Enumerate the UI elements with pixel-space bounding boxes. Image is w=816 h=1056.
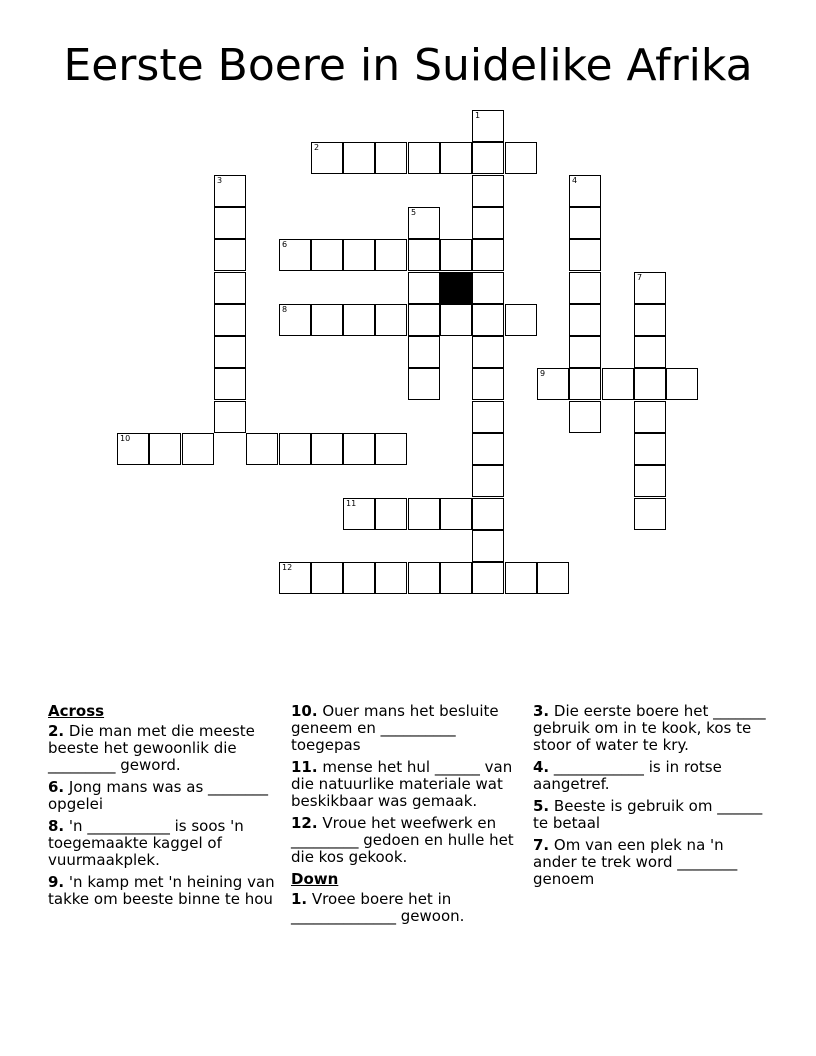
- grid-cell[interactable]: [634, 304, 666, 336]
- grid-cell[interactable]: [343, 239, 375, 271]
- grid-cell[interactable]: [149, 433, 181, 465]
- grid-cell[interactable]: [408, 498, 440, 530]
- grid-cell[interactable]: [569, 272, 601, 304]
- clue: [533, 798, 769, 832]
- clue-number: 4: [572, 176, 578, 185]
- clue-number: 1: [475, 111, 481, 120]
- grid-cell[interactable]: [569, 207, 601, 239]
- grid-cell[interactable]: [440, 562, 472, 594]
- grid-cell[interactable]: [472, 498, 504, 530]
- grid-cell[interactable]: [569, 336, 601, 368]
- grid-cell[interactable]: [472, 465, 504, 497]
- clue-number: 7.: [533, 836, 550, 854]
- grid-cell[interactable]: [375, 433, 407, 465]
- grid-cell[interactable]: [634, 498, 666, 530]
- across-clue-list-continued: [291, 703, 527, 866]
- grid-cell[interactable]: [634, 336, 666, 368]
- grid-cell[interactable]: [117, 433, 149, 465]
- clue: [533, 837, 769, 888]
- grid-cell[interactable]: [311, 239, 343, 271]
- clue-number: 10: [120, 434, 131, 443]
- grid-cell[interactable]: [214, 304, 246, 336]
- clues-column-2: [291, 703, 527, 930]
- grid-cell[interactable]: [472, 304, 504, 336]
- grid-cell[interactable]: [375, 562, 407, 594]
- clue-text: 'n ___________ is soos 'n toegemaakte kaggel of vuurmaakplek.: [48, 817, 244, 869]
- grid-cell[interactable]: [537, 562, 569, 594]
- clue: [291, 891, 527, 925]
- grid-cell[interactable]: [408, 304, 440, 336]
- clue-number: 11: [346, 499, 357, 508]
- clue-number: 9.: [48, 873, 65, 891]
- grid-cell[interactable]: [214, 272, 246, 304]
- clue: [291, 703, 527, 754]
- grid-cell[interactable]: [311, 562, 343, 594]
- clue-number: 6: [282, 240, 288, 249]
- grid-cell[interactable]: [214, 239, 246, 271]
- clues-column-1: [48, 703, 284, 913]
- clue-number: 2.: [48, 722, 65, 740]
- clue: [533, 703, 769, 754]
- grid-cell[interactable]: [472, 207, 504, 239]
- grid-cell[interactable]: [666, 368, 698, 400]
- grid-cell[interactable]: [246, 433, 278, 465]
- grid-cell[interactable]: [440, 498, 472, 530]
- grid-cell[interactable]: [472, 142, 504, 174]
- clue-number: 3.: [533, 702, 550, 720]
- clue: [291, 815, 527, 866]
- clue-text: 'n kamp met 'n heining van takke om beeste binne te hou: [48, 873, 275, 908]
- grid-cell[interactable]: [279, 304, 311, 336]
- grid-cell[interactable]: [408, 336, 440, 368]
- grid-cell[interactable]: [634, 433, 666, 465]
- clue-number: 11.: [291, 758, 318, 776]
- clue-number: 8.: [48, 817, 65, 835]
- clue-number: 4.: [533, 758, 550, 776]
- grid-cell[interactable]: [472, 272, 504, 304]
- clue: [533, 759, 769, 793]
- grid-cell[interactable]: [214, 401, 246, 433]
- grid-cell[interactable]: [343, 562, 375, 594]
- grid-cell[interactable]: [634, 368, 666, 400]
- clue-number: 7: [637, 273, 643, 282]
- across-clue-list: [48, 723, 284, 908]
- down-clue-list-continued: [533, 703, 769, 888]
- clue-text: ____________ is in rotse aangetref.: [533, 758, 722, 793]
- grid-cell[interactable]: [440, 239, 472, 271]
- clue: [48, 818, 284, 869]
- grid-cell[interactable]: [343, 142, 375, 174]
- down-heading: Down: [291, 870, 339, 888]
- clue-number: 5: [411, 208, 417, 217]
- grid-cell[interactable]: [408, 368, 440, 400]
- clue-text: Die eerste boere het _______ gebruik om in te kook, kos te stoor of water te kry.: [533, 702, 766, 754]
- grid-cell[interactable]: [375, 498, 407, 530]
- grid-cell[interactable]: [472, 368, 504, 400]
- grid-cell[interactable]: [182, 433, 214, 465]
- grid-cell[interactable]: [634, 401, 666, 433]
- grid-cell[interactable]: [472, 562, 504, 594]
- grid-cell[interactable]: [569, 175, 601, 207]
- grid-cell[interactable]: [343, 498, 375, 530]
- grid-cell[interactable]: [375, 142, 407, 174]
- clue-text: Om van een plek na 'n ander te trek word ________ genoem: [533, 836, 738, 888]
- clue-number: 5.: [533, 797, 550, 815]
- clue-number: 1.: [291, 890, 308, 908]
- grid-cell[interactable]: [472, 433, 504, 465]
- grid-cell[interactable]: [408, 239, 440, 271]
- clue: [48, 874, 284, 908]
- grid-cell[interactable]: [343, 433, 375, 465]
- grid-cell[interactable]: [472, 530, 504, 562]
- grid-cell[interactable]: [279, 433, 311, 465]
- grid-cell[interactable]: [214, 368, 246, 400]
- clue: [48, 723, 284, 774]
- clue-text: Beeste is gebruik om ______ te betaal: [533, 797, 763, 832]
- clue-text: Die man met die meeste beeste het gewoonlik die _________ geword.: [48, 722, 255, 774]
- grid-cell[interactable]: [408, 562, 440, 594]
- clue-number: 12: [282, 563, 293, 572]
- grid-cell[interactable]: [505, 142, 537, 174]
- grid-cell[interactable]: [343, 304, 375, 336]
- page-title: Eerste Boere in Suidelike Afrika: [63, 40, 753, 91]
- grid-cell[interactable]: [408, 207, 440, 239]
- clue-number: 2: [314, 143, 320, 152]
- grid-cell[interactable]: [311, 433, 343, 465]
- grid-cell[interactable]: [569, 239, 601, 271]
- clue-number: 3: [217, 176, 223, 185]
- clue-text: Ouer mans het besluite geneem en __________ toegepas: [291, 702, 499, 754]
- down-clue-list: [291, 891, 527, 925]
- grid-cell[interactable]: [505, 304, 537, 336]
- clue-number: 8: [282, 305, 288, 314]
- grid-cell[interactable]: [505, 562, 537, 594]
- clue-text: Vroee boere het in ______________ gewoon.: [291, 890, 465, 925]
- grid-cell[interactable]: [537, 368, 569, 400]
- grid-cell[interactable]: [311, 142, 343, 174]
- black-square: [440, 272, 472, 304]
- grid-cell[interactable]: [569, 401, 601, 433]
- grid-cell[interactable]: [634, 272, 666, 304]
- grid-cell[interactable]: [214, 336, 246, 368]
- grid-cell[interactable]: [375, 239, 407, 271]
- grid-cell[interactable]: [440, 142, 472, 174]
- grid-cell[interactable]: [472, 110, 504, 142]
- across-heading: Across: [48, 702, 105, 720]
- clue: [291, 759, 527, 810]
- clues-column-3: [533, 703, 769, 893]
- grid-cell[interactable]: [375, 304, 407, 336]
- clue-number: 12.: [291, 814, 318, 832]
- grid-cell[interactable]: [214, 175, 246, 207]
- clue: [48, 779, 284, 813]
- clue-number: 6.: [48, 778, 65, 796]
- clue-number: 10.: [291, 702, 318, 720]
- grid-cell[interactable]: [279, 239, 311, 271]
- grid-cell[interactable]: [569, 304, 601, 336]
- grid-cell[interactable]: [602, 368, 634, 400]
- clue-number: 9: [540, 369, 546, 378]
- grid-cell[interactable]: [408, 272, 440, 304]
- grid-cell[interactable]: [440, 304, 472, 336]
- grid-cell[interactable]: [279, 562, 311, 594]
- grid-cell[interactable]: [472, 175, 504, 207]
- grid-cell[interactable]: [311, 304, 343, 336]
- grid-cell[interactable]: [472, 239, 504, 271]
- grid-cell[interactable]: [408, 142, 440, 174]
- grid-cell[interactable]: [472, 336, 504, 368]
- clue-text: Vroue het weefwerk en _________ gedoen en hulle het die kos gekook.: [291, 814, 514, 866]
- grid-cell[interactable]: [472, 401, 504, 433]
- grid-cell[interactable]: [214, 207, 246, 239]
- grid-cell[interactable]: [634, 465, 666, 497]
- clue-text: mense het hul ______ van die natuurlike materiale wat beskikbaar was gemaak.: [291, 758, 513, 810]
- clue-text: Jong mans was as ________ opgelei: [48, 778, 269, 813]
- grid-cell[interactable]: [569, 368, 601, 400]
